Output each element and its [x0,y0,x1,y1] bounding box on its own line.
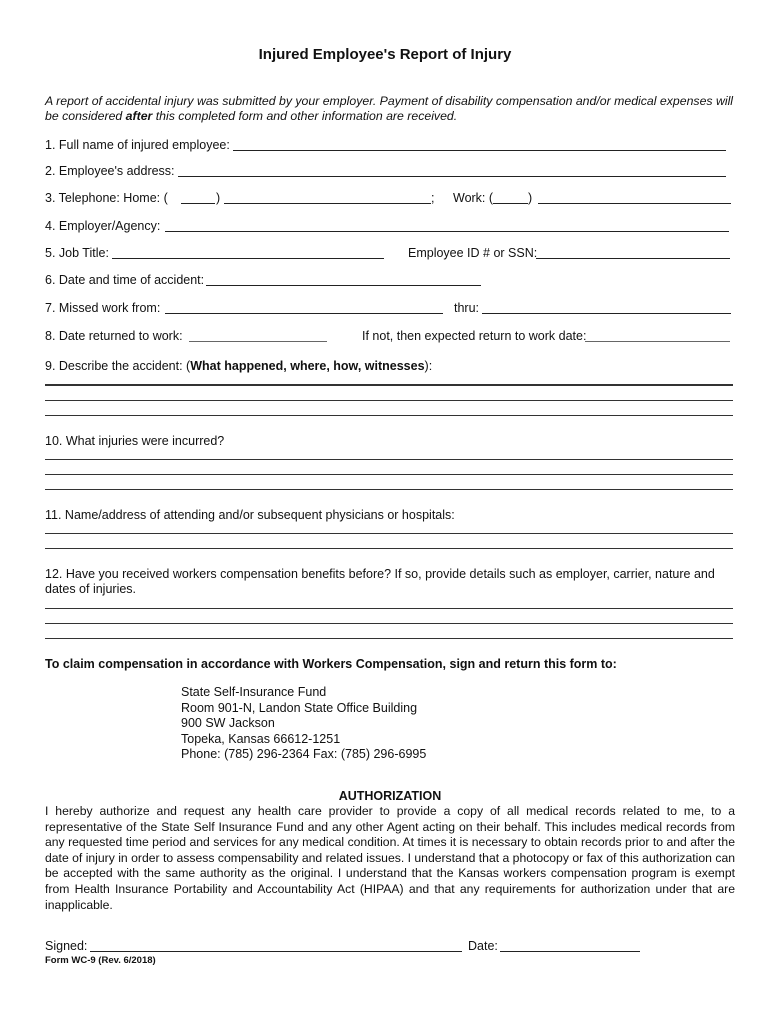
expected-return-field[interactable] [585,341,730,342]
injuries-line-1[interactable] [45,459,733,460]
employee-id-field[interactable] [536,258,730,259]
q10-label: 10. What injuries were incurred? [45,434,225,448]
physicians-line-2[interactable] [45,548,733,549]
prior-benefits-line-2[interactable] [45,623,733,624]
claim-instructions: To claim compensation in accordance with Workers Compensation, sign and return this form to: [45,657,617,671]
employer-field[interactable] [165,231,729,232]
q11-label: 11. Name/address of attending and/or subsequent physicians or hospitals: [45,508,455,522]
form-id: Form WC-9 (Rev. 6/2018) [45,955,156,966]
prior-benefits-line-1[interactable] [45,608,733,609]
q1-label: 1. Full name of injured employee: [45,138,230,152]
q6-label: 6. Date and time of accident: [45,273,205,287]
date-returned-field[interactable] [189,341,327,342]
accident-description-line-2[interactable] [45,400,733,401]
q3-label: 3. Telephone: Home: ( [45,191,168,205]
work-phone-label: Work: ( [453,191,494,205]
q9-label-post: ): [424,359,433,373]
q9-label-pre: 9. Describe the accident: ( [45,359,191,373]
intro-emphasis: after [125,109,153,123]
work-close-paren: ) [528,191,533,205]
home-phone-field[interactable] [224,203,431,204]
injuries-line-3[interactable] [45,489,733,490]
q2-label: 2. Employee's address: [45,164,175,178]
signed-label: Signed: [45,939,88,953]
q9-label-emphasis: What happened, where, how, witnesses [190,359,425,373]
q12-label: 12. Have you received workers compensation benefits before? If so, provide details such as employer, carrier, nature and dates of injuries. [45,567,715,596]
intro-part-2: this completed form and other information are received. [152,109,458,123]
q4-label: 4. Employer/Agency: [45,219,161,233]
work-area-code-field[interactable] [493,203,528,204]
accident-datetime-field[interactable] [206,285,481,286]
prior-benefits-line-3[interactable] [45,638,733,639]
q9-label [45,358,432,374]
signature-date-field[interactable] [500,951,640,952]
authorization-text: I hereby authorize and request any health care provider to provide a copy of all medical records related to me, to a representative of the State Self Insurance Fund and any other Agent acting on their behalf. This includes medical records from any requested time period and services for any medical condition. At times it is necessary to obtain records prior to and after the date of injury in order to assess compensability and related issues. I understand that a photocopy or fax of this authorization can be accepted with the same authority as the original. I understand that the Kansas workers compensation program is exempt from Health Insurance Portability and Accountability Act (HIPAA) and that any requirements for authorization under that are inapplicable. [45,804,735,912]
q8-label: 8. Date returned to work: [45,329,183,343]
address-field[interactable] [178,176,726,177]
address-line: 900 SW Jackson [181,716,275,730]
address-line: Topeka, Kansas 66612-1251 [181,731,341,746]
address-line: State Self-Insurance Fund [181,685,327,699]
address-line: Room 901-N, Landon State Office Building [181,700,418,715]
thru-label: thru: [454,301,480,315]
work-phone-field[interactable] [538,203,731,204]
missed-work-from-field[interactable] [165,313,443,314]
injuries-line-2[interactable] [45,474,733,475]
accident-description-line-3[interactable] [45,415,733,416]
address-line: Phone: (785) 296-2364 Fax: (785) 296-6995 [181,747,427,761]
q5-label: 5. Job Title: [45,246,109,260]
intro-part-1: A report of accidental injury was submitted by your employer. Payment of disability compensation and/or medical expenses will be considered [45,94,734,123]
q7-label: 7. Missed work from: [45,301,161,315]
missed-work-thru-field[interactable] [482,313,731,314]
form-title: Injured Employee's Report of Injury [258,46,512,63]
employee-id-label: Employee ID # or SSN: [408,246,538,260]
date-label: Date: [468,939,498,953]
home-area-code-field[interactable] [181,203,215,204]
physicians-line-1[interactable] [45,533,733,534]
q3-semicolon: ; [431,191,435,205]
authorization-heading: AUTHORIZATION [338,789,442,803]
accident-description-line-1[interactable] [45,384,733,386]
intro-text [45,94,735,124]
full-name-field[interactable] [233,150,726,151]
expected-return-label: If not, then expected return to work date: [362,329,587,343]
job-title-field[interactable] [112,258,384,259]
mailing-address [181,685,426,763]
q3-close-paren: ) [216,191,221,205]
signature-field[interactable] [90,951,462,952]
